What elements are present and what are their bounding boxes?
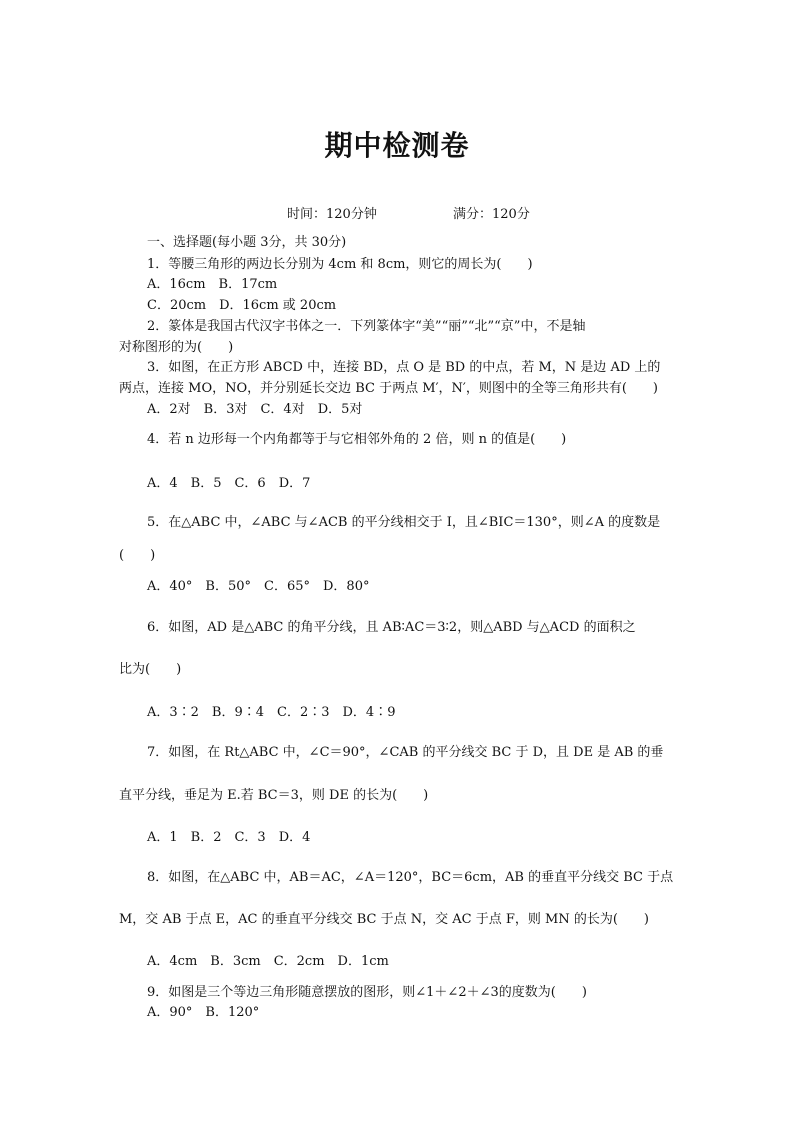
q1-options-ab: A．16cm B．17cm: [147, 277, 278, 292]
question-9: 9．如图是三个等边三角形随意摆放的图形，则∠1＋∠2＋∠3的度数为( ): [147, 985, 587, 1000]
q5-options: A．40° B．50° C．65° D．80°: [147, 579, 370, 594]
page-title: 期中检测卷: [324, 129, 470, 162]
question-4: 4．若 n 边形每一个内角都等于与它相邻外角的 2 倍，则 n 的值是( ): [147, 432, 567, 447]
q7-options: A．1 B．2 C．3 D．4: [147, 830, 311, 845]
section-heading: 一、选择题(每小题 3分，共 30分): [147, 235, 347, 250]
question-2: 2．篆体是我国古代汉字书体之一．下列篆体字“美”“丽”“北”“京”中，不是轴: [147, 319, 586, 334]
question-2-cont: 对称图形的为( ): [119, 340, 234, 355]
question-7: 7．如图，在 Rt△ABC 中，∠C＝90°，∠CAB 的平分线交 BC 于 D，且 DE 是 AB 的垂: [147, 745, 664, 760]
q4-options: A．4 B．5 C．6 D．7: [147, 476, 311, 491]
q6-options: A．3∶2 B．9∶4 C．2∶3 D．4∶9: [147, 705, 396, 720]
exam-time: 时间：120分钟: [287, 207, 377, 222]
q8-options: A．4cm B．3cm C．2cm D．1cm: [147, 954, 389, 969]
question-7-cont: 直平分线，垂足为 E.若 BC＝3，则 DE 的长为( ): [119, 788, 429, 803]
q3-options: A．2对 B．3对 C．4对 D．5对: [147, 402, 363, 417]
question-5-cont: ( ): [119, 548, 156, 563]
question-8: 8．如图，在△ABC 中，AB＝AC，∠A＝120°，BC＝6cm，AB 的垂直平分线交 BC 于点: [147, 870, 674, 885]
question-1: 1．等腰三角形的两边长分别为 4cm 和 8cm，则它的周长为( ): [147, 257, 533, 272]
question-3-cont: 两点，连接 MO，NO，并分别延长交边 BC 于两点 M′，N′，则图中的全等三角形共有( ): [119, 381, 659, 396]
question-3: 3．如图，在正方形 ABCD 中，连接 BD，点 O 是 BD 的中点，若 M，N 是边 AD 上的: [147, 360, 661, 375]
exam-score: 满分：120分: [453, 207, 530, 222]
q9-options: A．90° B．120°: [147, 1005, 260, 1020]
question-6: 6．如图，AD 是△ABC 的角平分线，且 AB∶AC＝3∶2，则△ABD 与△ACD 的面积之: [147, 620, 636, 635]
q1-options-cd: C．20cm D．16cm 或 20cm: [147, 298, 337, 313]
question-6-cont: 比为( ): [119, 662, 182, 677]
question-5: 5．在△ABC 中，∠ABC 与∠ACB 的平分线相交于 I，且∠BIC＝130°，则∠A 的度数是: [147, 515, 661, 530]
question-8-cont: M，交 AB 于点 E，AC 的垂直平分线交 BC 于点 N，交 AC 于点 F，则 MN 的长为( ): [119, 912, 649, 927]
